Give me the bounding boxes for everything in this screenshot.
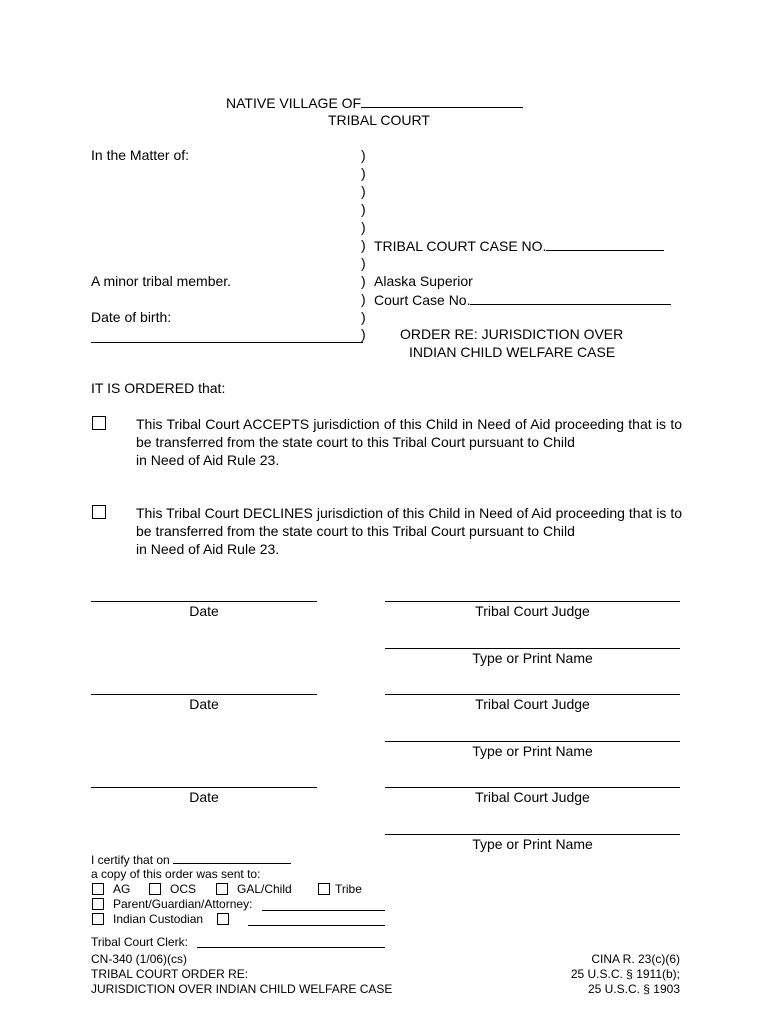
footer-title-line1: TRIBAL COURT ORDER RE:: [91, 967, 249, 981]
ordered-label: IT IS ORDERED that:: [91, 380, 226, 396]
accepts-checkbox[interactable]: [92, 416, 106, 430]
court-heading: TRIBAL COURT: [328, 112, 430, 128]
paren: ): [361, 183, 366, 199]
dob-blank[interactable]: [91, 342, 363, 343]
certify-row: [91, 852, 291, 867]
custodian-blank[interactable]: [248, 925, 385, 926]
ag-label: AG: [113, 882, 131, 896]
case-no-blank[interactable]: [546, 237, 664, 251]
paren: ): [361, 309, 366, 325]
tribe-checkbox[interactable]: [318, 883, 330, 895]
ocs-label: OCS: [170, 882, 197, 896]
village-heading: [226, 94, 523, 112]
village-label: NATIVE VILLAGE OF: [226, 95, 362, 111]
judge-signature-line[interactable]: [385, 694, 680, 695]
order-title-line2: INDIAN CHILD WELFARE CASE: [409, 344, 616, 360]
ag-checkbox[interactable]: [92, 883, 104, 895]
case-no-label: TRIBAL COURT CASE NO.: [374, 238, 547, 254]
superior-case-blank[interactable]: [470, 291, 671, 305]
accepts-line1: This Tribal Court ACCEPTS jurisdiction of this Child in Need of Aid proceeding: [136, 416, 624, 432]
in-matter-of-label: In the Matter of:: [91, 147, 190, 163]
judge-signature-line[interactable]: [385, 601, 680, 602]
minor-label: A minor tribal member.: [91, 273, 232, 289]
date-label: Date: [189, 603, 219, 619]
declines-line2: that is to be transferred from the state court to this Tribal Court pursuant to Child: [136, 505, 682, 539]
certify-date-blank[interactable]: [173, 852, 291, 864]
tribe-label: Tribe: [335, 882, 362, 896]
paren: ): [361, 201, 366, 217]
usc-citation-2: 25 U.S.C. § 1903: [587, 982, 680, 996]
form-number: CN-340 (1/06)(cs): [91, 952, 188, 966]
accepts-paragraph: [136, 415, 682, 469]
order-title-line1: ORDER RE: JURISDICTION OVER: [400, 326, 624, 342]
declines-paragraph: [136, 504, 682, 558]
custodian-label: Indian Custodian: [113, 912, 204, 926]
ocs-checkbox[interactable]: [149, 883, 161, 895]
clerk-label: Tribal Court Clerk:: [91, 935, 188, 949]
parent-blank[interactable]: [262, 910, 385, 911]
declines-line3: in Need of Aid Rule 23.: [136, 541, 280, 557]
parent-checkbox[interactable]: [92, 898, 104, 910]
village-name-blank[interactable]: [361, 94, 523, 108]
custodian-extra-checkbox[interactable]: [217, 913, 229, 925]
dob-label: Date of birth:: [91, 309, 172, 325]
declines-line1: This Tribal Court DECLINES jurisdiction of this Child in Need of Aid proceeding: [136, 505, 625, 521]
paren: ): [361, 255, 366, 271]
print-name-label: Type or Print Name: [472, 836, 593, 852]
accepts-line3: in Need of Aid Rule 23.: [136, 452, 280, 468]
print-name-label: Type or Print Name: [472, 650, 593, 666]
footer-title-line2: JURISDICTION OVER INDIAN CHILD WELFARE CASE: [91, 982, 393, 996]
certify-label: I certify that on: [91, 853, 170, 867]
superior-case-label: Court Case No.: [374, 292, 471, 308]
judge-label: Tribal Court Judge: [475, 603, 590, 619]
declines-checkbox[interactable]: [92, 505, 106, 519]
custodian-checkbox[interactable]: [92, 913, 104, 925]
print-name-line[interactable]: [385, 834, 680, 835]
gal-label: GAL/Child: [237, 882, 292, 896]
superior-row: [374, 291, 671, 309]
paren: ): [361, 273, 366, 289]
usc-citation-1: 25 U.S.C. § 1911(b);: [570, 967, 680, 981]
paren: ): [361, 237, 366, 253]
paren: ): [361, 147, 366, 163]
judge-label: Tribal Court Judge: [475, 696, 590, 712]
paren: ): [361, 219, 366, 235]
copy-sent-label: a copy of this order was sent to:: [91, 867, 261, 881]
date-line[interactable]: [91, 601, 317, 602]
paren: ): [361, 291, 366, 307]
paren: ): [361, 165, 366, 181]
superior-line1: Alaska Superior: [374, 273, 473, 289]
judge-signature-line[interactable]: [385, 787, 680, 788]
rule-citation: CINA R. 23(c)(6): [591, 952, 680, 966]
parent-label: Parent/Guardian/Attorney:: [113, 897, 253, 911]
clerk-blank[interactable]: [197, 947, 385, 948]
print-name-line[interactable]: [385, 648, 680, 649]
accepts-line2: that is to be transferred from the state court to this Tribal Court pursuant to Child: [136, 416, 683, 450]
date-label: Date: [189, 789, 219, 805]
case-no-row: [374, 237, 664, 255]
date-line[interactable]: [91, 787, 317, 788]
judge-label: Tribal Court Judge: [475, 789, 590, 805]
date-line[interactable]: [91, 694, 317, 695]
paren: ): [361, 326, 366, 342]
gal-checkbox[interactable]: [216, 883, 228, 895]
date-label: Date: [189, 696, 219, 712]
print-name-label: Type or Print Name: [472, 743, 593, 759]
print-name-line[interactable]: [385, 741, 680, 742]
